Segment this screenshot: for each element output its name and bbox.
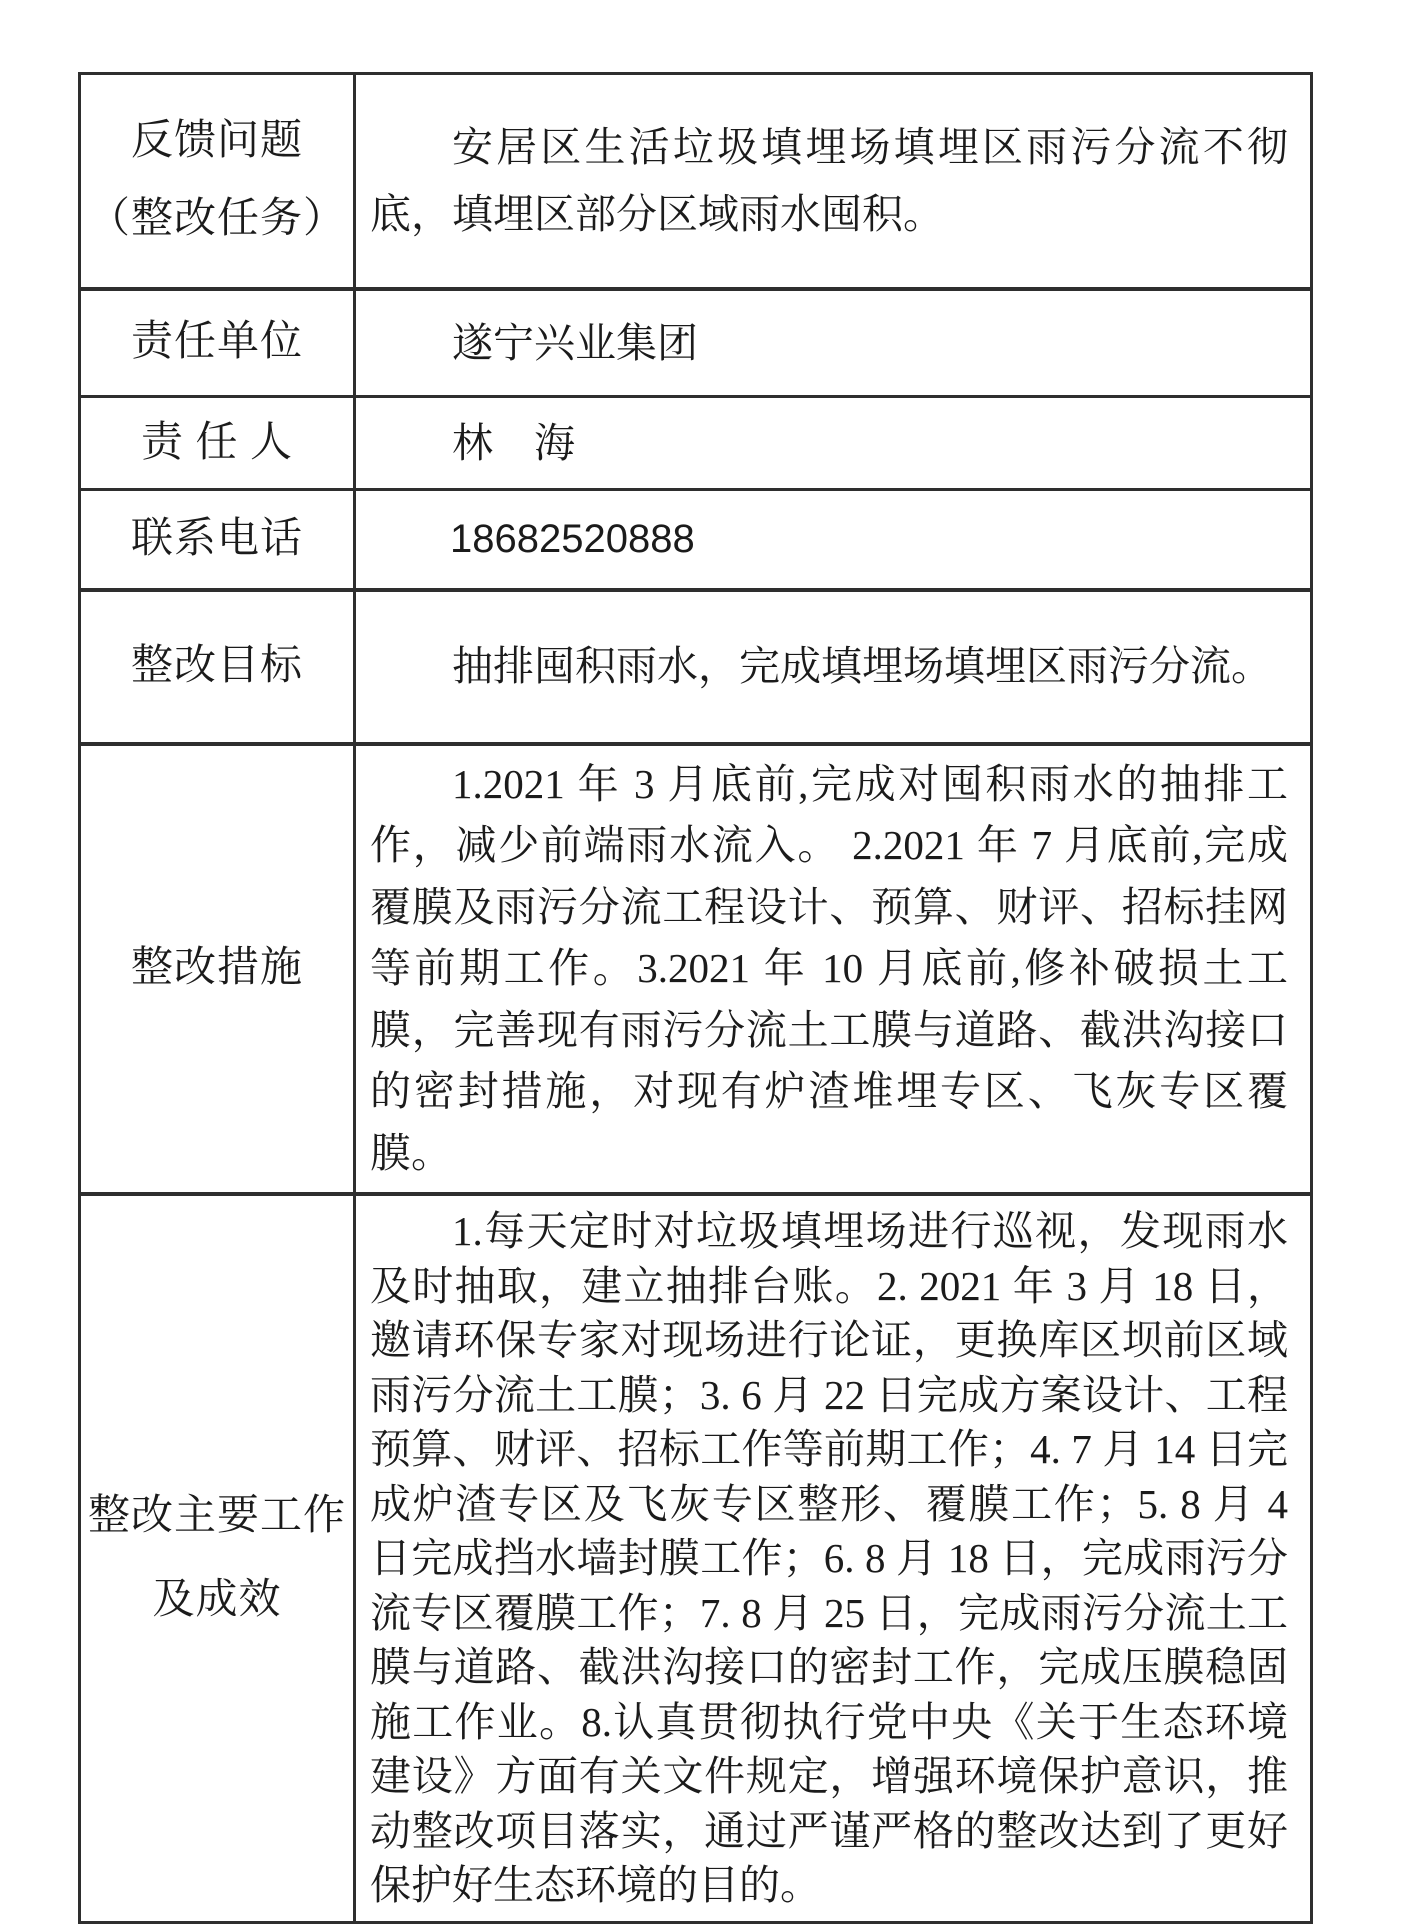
cell-rectification-goal: [355, 590, 1312, 744]
cell-responsible-unit: [355, 289, 1312, 397]
label-feedback-problem: [80, 74, 355, 289]
label-contact-phone: 联系电话: [80, 490, 355, 590]
responsible-unit-text: 遂宁兴业集团: [452, 319, 698, 366]
cell-responsible-person: [355, 397, 1312, 490]
label-feedback-problem-line2: （整改任务）: [87, 195, 346, 242]
label-rectification-goal: 整改目标: [80, 590, 355, 744]
rectification-goal-text: 抽排囤积雨水，完成填埋场填埋区雨污分流。: [452, 643, 1272, 690]
label-feedback-problem-line1: 反馈问题: [130, 118, 303, 165]
cell-main-work-results: [355, 1194, 1312, 1922]
label-rectification-measures: 整改措施: [80, 744, 355, 1195]
label-responsible-person: 责 任 人: [80, 397, 355, 490]
responsible-person-text: 林 海: [452, 419, 575, 466]
main-work-results-text: 1.每天定时对垃圾填埋场进行巡视，发现雨水及时抽取，建立抽排台账。2. 2021 年 3 月 18 日，邀请环保专家对现场进行论证，更换库区坝前区域雨污分流土工膜；3. 6 月 22 日完成方案设计、工程预算、财评、招标工作等前期工作；4. 7 月 14 日完成炉渣专区及飞灰专区整形、覆膜工作；5. 8 月 4 日完成挡水墙封膜工作；6. 8 月 18 日，完成雨污分流专区覆膜工作；7. 8 月 25 日，完成雨污分流土工膜与道路、截洪沟接口的密封工作，完成压膜稳固施工作业。8.认真贯彻执行党中央《关于生态环境建设》方面有关文件规定，增强环境保护意识，推动整改项目落实，通过严谨严格的整改达到了更好保护好生态环境的目的。: [370, 1208, 1288, 1909]
row-responsible-person: [80, 397, 1312, 490]
row-main-work-results: [80, 1194, 1312, 1922]
row-responsible-unit: [80, 289, 1312, 397]
feedback-problem-text: 安居区生活垃圾填埋场填埋区雨污分流不彻底，填埋区部分区域雨水囤积。: [370, 124, 1288, 237]
contact-phone-number: 18682520888: [450, 516, 695, 561]
label-main-work-results-line1: 整改主要工作: [87, 1493, 346, 1540]
row-feedback-problem: [80, 74, 1312, 289]
cell-feedback-problem: [355, 74, 1312, 289]
row-rectification-measures: [80, 744, 1312, 1195]
label-responsible-unit: 责任单位: [80, 289, 355, 397]
cell-rectification-measures: [355, 744, 1312, 1195]
rectification-measures-text: 1.2021 年 3 月底前,完成对囤积雨水的抽排工作，减少前端雨水流入。 2.2021 年 7 月底前,完成覆膜及雨污分流工程设计、预算、财评、招标挂网等前期工作。3.2021 年 10 月底前,修补破损土工膜，完善现有雨污分流土工膜与道路、截洪沟接口的密封措施，对现有炉渣堆埋专区、飞灰专区覆膜。: [370, 760, 1288, 1176]
cell-contact-phone: [355, 490, 1312, 590]
row-rectification-goal: [80, 590, 1312, 744]
label-main-work-results-line2: 及成效: [152, 1577, 282, 1624]
rectification-form-table: [78, 72, 1313, 1924]
row-contact-phone: [80, 490, 1312, 590]
label-main-work-results: [80, 1194, 355, 1922]
